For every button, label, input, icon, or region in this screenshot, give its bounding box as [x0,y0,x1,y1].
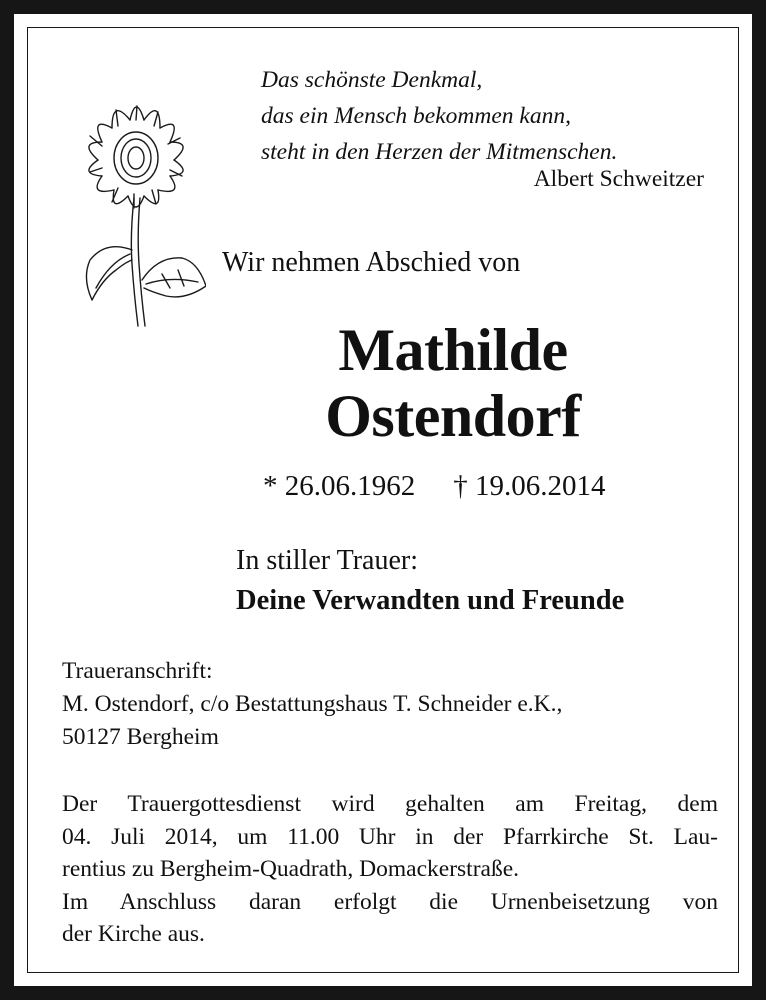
service-line: 04. Juli 2014, um 11.00 Uhr in der Pfarrkirche St. Lau- [62,823,718,850]
birth-date: * 26.06.1962 [263,470,416,502]
life-dates [263,470,606,503]
mourners [236,541,624,621]
mourning-address [62,655,718,754]
quote-line: das ein Mensch bekommen kann, [261,103,571,129]
quote [261,62,719,170]
sunflower-icon [66,64,206,328]
service-line: Der Trauergottesdienst wird gehalten am Freitag, dem [62,791,718,817]
deceased-last-name: Ostendorf [325,383,581,449]
address-line: 50127 Bergheim [62,724,219,750]
quote-line: Das schönste Denkmal, [261,67,483,93]
quote-line: steht in den Herzen der Mitmenschen. [261,139,618,165]
service-line: der Kirche aus. [62,921,205,947]
deceased-first-name: Mathilde [338,317,568,383]
service-line: rentius zu Bergheim-Quadrath, Domackerstraße. [62,856,519,882]
quote-author: Albert Schweitzer [533,166,704,192]
service-info [62,788,718,951]
death-date: † 19.06.2014 [453,470,606,502]
notice-panel [15,15,751,985]
address-line: M. Ostendorf, c/o Bestattungshaus T. Schneider e.K., [62,691,563,717]
service-line: Im Anschluss daran erfolgt die Urnenbeisetzung von [62,888,718,915]
address-label: Traueranschrift: [62,658,213,684]
mourning-label: In stiller Trauer: [236,545,418,576]
farewell-intro: Wir nehmen Abschied von [222,247,521,278]
mourners-names: Deine Verwandten und Freunde [236,585,625,616]
